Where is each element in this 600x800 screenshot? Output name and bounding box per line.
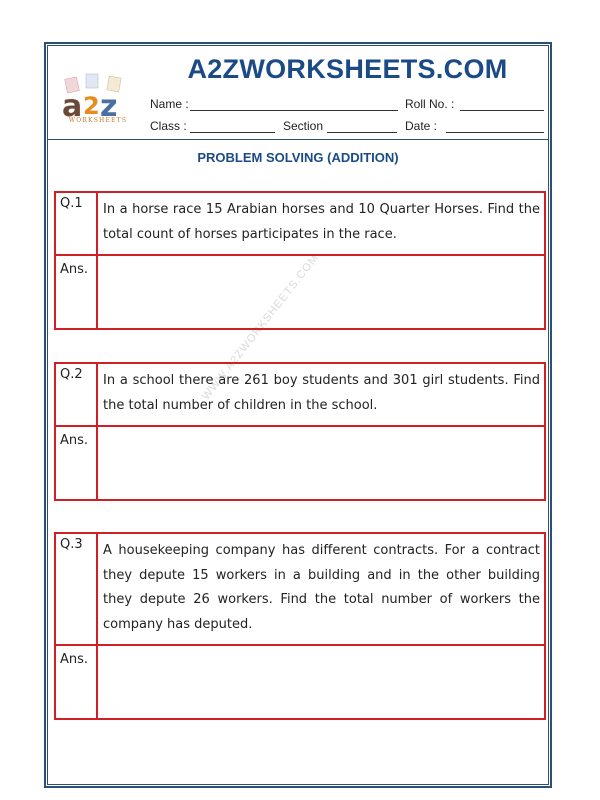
answer-3-row: [56, 646, 544, 718]
answer-2-label: Ans.: [56, 427, 98, 499]
answer-3-space[interactable]: [98, 646, 544, 718]
header-divider: [47, 139, 549, 140]
section-title: PROBLEM SOLVING (ADDITION): [197, 150, 399, 165]
answer-2-space[interactable]: [98, 427, 544, 499]
section-label: Section: [283, 119, 324, 133]
logo-caption: WORKSHEETS: [68, 117, 128, 124]
question-2-number: Q.2: [56, 364, 98, 425]
question-2-text: In a school there are 261 boy students and 301 girl students. Find the total number of children in the school.: [103, 373, 540, 413]
question-1-text: In a horse race 15 Arabian horses and 10 Quarter Horses. Find the total count of horses participates in the race.: [103, 202, 540, 242]
answer-1-row: [56, 256, 544, 328]
question-1-box: [54, 191, 546, 330]
question-1-number: Q.1: [56, 193, 98, 254]
site-title: A2ZWORKSHEETS.COM: [187, 54, 508, 84]
class-label: Class :: [150, 119, 187, 133]
svg-text:a: a: [62, 89, 83, 124]
name-blank-line: [190, 110, 398, 111]
roll-number-label: Roll No. :: [405, 97, 455, 111]
answer-3-label: Ans.: [56, 646, 98, 718]
question-3-row: [56, 534, 544, 646]
answer-1-space[interactable]: [98, 256, 544, 328]
question-2-row: [56, 364, 544, 427]
question-1-row: [56, 193, 544, 256]
class-blank-line: [190, 132, 275, 133]
roll-number-blank-line: [460, 110, 544, 111]
section-blank-line: [327, 132, 397, 133]
answer-2-row: [56, 427, 544, 499]
svg-text:z: z: [100, 89, 118, 124]
question-3-text: A housekeeping company has different contracts. For a contract they depute 15 workers in a building and in the other building they depute 26 workers. Find the total number of workers the company has deputed.: [103, 543, 540, 632]
question-2-box: [54, 362, 546, 501]
date-label: Date :: [405, 119, 438, 133]
svg-text:2: 2: [83, 92, 100, 120]
watermark: WWW.A2ZWORKSHEETS.COM: [200, 251, 322, 403]
question-3-box: [54, 532, 546, 720]
name-label: Name :: [150, 97, 189, 111]
date-blank-line: [446, 132, 544, 133]
question-3-number: Q.3: [56, 534, 98, 644]
answer-1-label: Ans.: [56, 256, 98, 328]
